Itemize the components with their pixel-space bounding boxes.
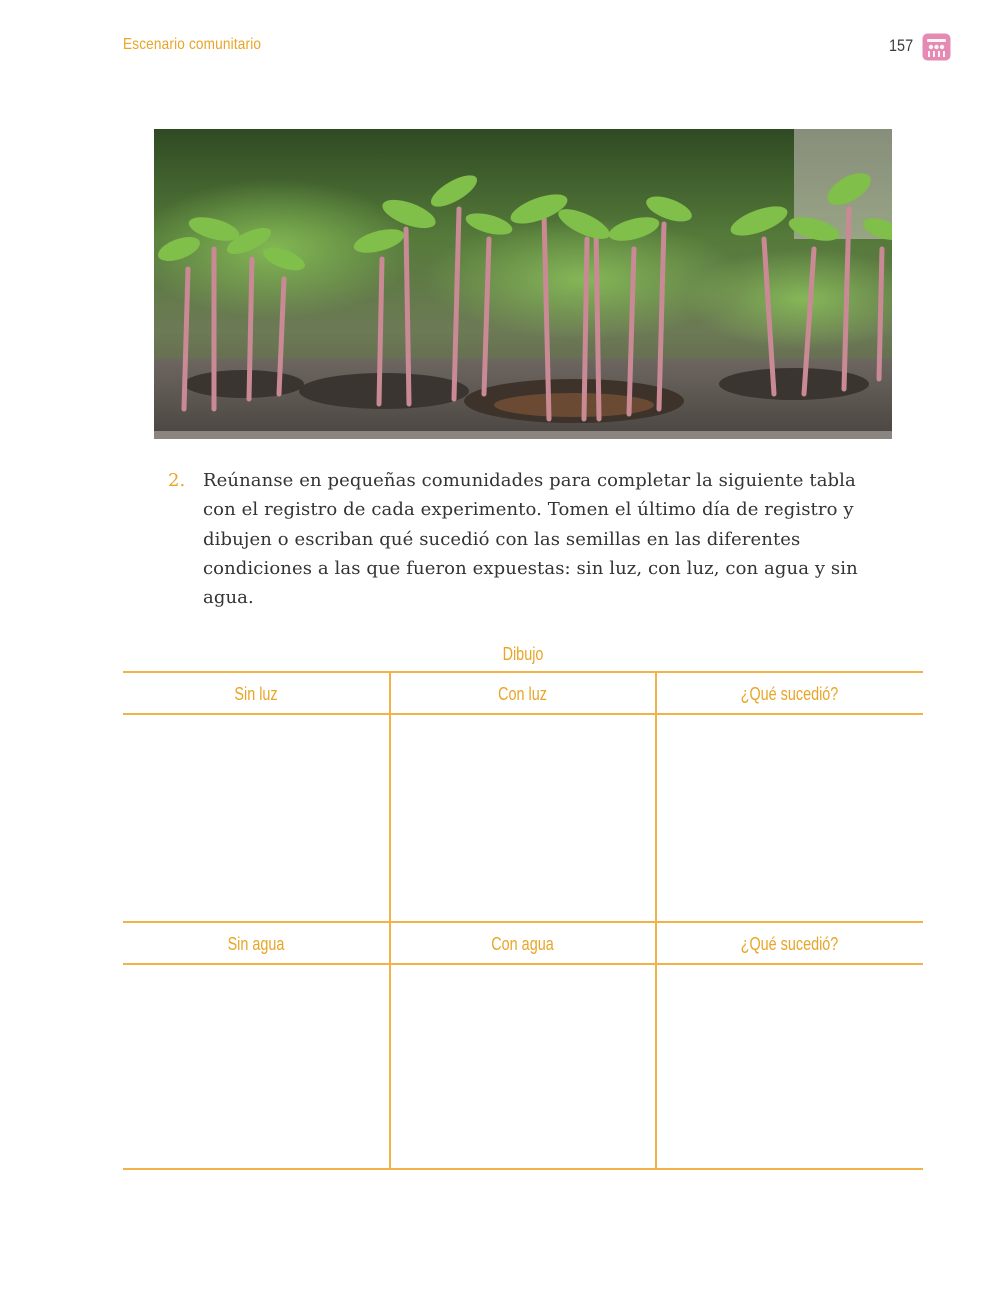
drawing-cell-con-luz[interactable]	[390, 715, 655, 921]
drawing-cell-sin-luz[interactable]	[123, 715, 389, 921]
header-sin-agua: Sin agua	[227, 934, 285, 954]
seedlings-photo	[154, 129, 892, 439]
table-caption: Dibujo	[502, 644, 544, 664]
drawing-cell-sin-agua[interactable]	[123, 965, 389, 1168]
table-divider	[123, 921, 923, 923]
activity-number: 2.	[168, 470, 186, 491]
section-title: Escenario comunitario	[123, 36, 262, 53]
answer-cell-agua[interactable]	[656, 965, 923, 1168]
page-number: 157	[889, 36, 914, 55]
table-divider	[123, 1168, 923, 1170]
header-que-sucedio-agua: ¿Qué sucedió?	[740, 934, 839, 954]
drawing-cell-con-agua[interactable]	[390, 965, 655, 1168]
scenario-icon	[922, 33, 951, 61]
header-con-agua: Con agua	[491, 934, 554, 954]
header-que-sucedio: ¿Qué sucedió?	[740, 684, 839, 704]
table-divider	[123, 671, 923, 673]
activity-text: Reúnanse en pequeñas comunidades para completar la siguiente tabla con el registro de cada experimento. Tomen el último día de registro y dibujen o escriban qué sucedió con las semillas en las diferentes condiciones a las que fueron expuestas: sin luz, con luz, con agua y sin agua.	[203, 470, 858, 609]
header-con-luz: Con luz	[498, 684, 547, 704]
header-sin-luz: Sin luz	[234, 684, 278, 704]
answer-cell-luz[interactable]	[656, 715, 923, 921]
